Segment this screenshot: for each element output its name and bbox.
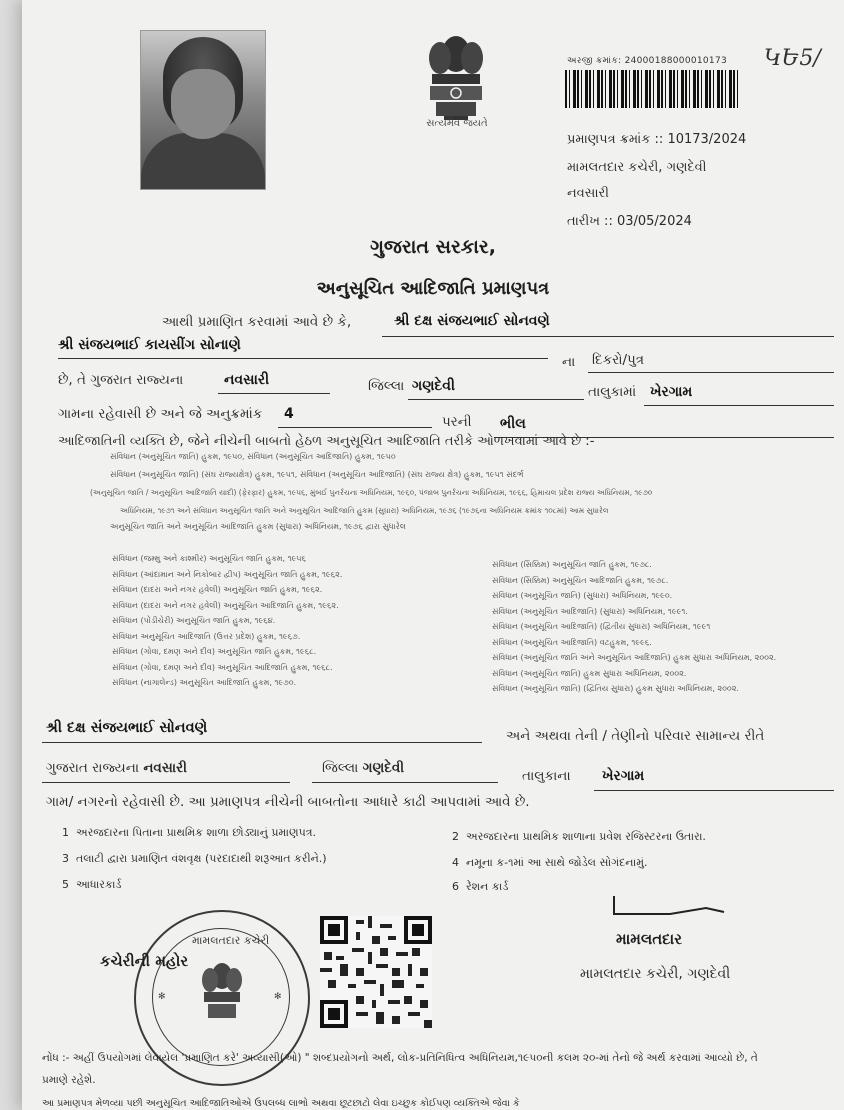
national-emblem-icon (414, 28, 498, 132)
taluka-value-lower: ખેરગામ (602, 768, 645, 784)
tribe-name: ભીલ (500, 416, 526, 432)
order-text: સંવિધાન (દાદરા અને નગર હવેલી) અનુસૂચિત આદિજાતિ હુકમ, ૧૯૬૨. (112, 600, 339, 610)
document-item: 6 રેશન કાર્ડ (452, 880, 509, 893)
applicant-name: શ્રી દક્ષ સંજયભાઈ સોનવણે (394, 313, 550, 329)
office-seal-label: કચેરીની મહોર (100, 952, 189, 970)
order-text: સંવિધાન (અનુસૂચિત જાતિ અને અનુસૂચિત આદિજાતિ) હુકમ સુધારા અધિનિયમ, ૨૦૦૨. (492, 653, 777, 662)
footer-note: પ્રમાણે રહેશે. (42, 1074, 96, 1086)
footer-note: આ પ્રમાણપત્ર મેળવ્યા પછી અનુસૂચિત આદિજાતિઓએ ઉપલબ્ધ લાભો અથવા છૂટછાટો લેવા ઇચ્છુક કોઈપણ વ્યક્તિએ જેવા કે (42, 1098, 520, 1109)
applicant-photo (140, 30, 266, 190)
order-text: સંવિધાન (ગોવા, દમણ અને દીવ) અનુસૂચિત આદિજાતિ હુકમ, ૧૯૬૮. (112, 662, 333, 672)
seal-text: મામલતદાર કચેરી (192, 934, 270, 947)
document-item: 2 અરજદારના પ્રાથમિક શાળાના પ્રવેશ રજિસ્ટરના ઉતારા. (452, 830, 706, 843)
certificate-title: અનુસૂચિત આદિજાતિ પ્રમાણપત્ર (316, 278, 550, 299)
district-label: જિલ્લા (368, 378, 405, 394)
order-text: સંવિધાન (દાદરા અને નગર હવેલી) અનુસૂચિત જાતિ હુકમ, ૧૯૬૨. (112, 585, 323, 594)
order-text: સંવિધાન (અનુસૂચિત જાતિ) હુકમ, ૧૯૫૦, સંવિધાન (અનુસૂચિત આદિજાતિ) હુકમ, ૧૯૫૦ (110, 452, 396, 461)
district-lower: જિલ્લા ગણદેવી (322, 760, 405, 776)
order-text: સંવિધાન (નાગાલેન્ડ) અનુસૂચિત આદિજાતિ હુકમ, ૧૯૭૦. (112, 678, 297, 687)
document-item: 5 આધારકાર્ડ (62, 878, 122, 891)
orders-left-column (112, 554, 442, 694)
seal-emblem-icon (194, 958, 250, 1032)
taluka-label-lower: તાલુકાના (522, 768, 571, 784)
handwritten-number: ԿԵ5/ (764, 46, 821, 71)
district-value: નવસારી (224, 372, 270, 388)
order-text: સંવિધાન (ગોવા, દમણ અને દીવ) અનુસૂચિત જાતિ હુકમ, ૧૯૬૮. (112, 647, 317, 656)
taluka-value: ખેરગામ (650, 384, 693, 400)
basis-statement: ગામ/ નગરનો રહેવાસી છે. આ પ્રમાણપત્ર નીચેની બાબતોના આધારે કાઢી આપવામાં આવે છે. (46, 794, 530, 810)
signatory-designation: મામલતદાર (616, 930, 682, 948)
signatory-office: મામલતદાર કચેરી, ગણદેવી (580, 966, 731, 982)
order-text: અધિનિયમ, ૧૯૭૧ અને સંવિધાન અનુસૂચિત જાતિ અને અનુસૂચિત આદિજાતિ હુકમ (સુધારા) અધિનિયમ, ૧૯૭૬ (૧૯૭૬ના અધિનિયમ ક્રમાંક ૧૦૮માં) આમ સુધારેલ (120, 506, 609, 515)
issuing-district: નવસારી (567, 186, 609, 201)
order-text: સંવિધાન (અનુસૂચિત આદિજાતિ) (સુધારા) અધિનિયમ, ૧૯૯૧. (492, 606, 688, 616)
order-text: સંવિધાન (અનુસૂચિત આદિજાતિ) (દ્વિતીય સુધારા) અધિનિયમ, ૧૯૯૧ (492, 622, 711, 631)
order-text: (અનુસૂચિત જાતિ / અનુસૂચિત આદિજાતિ યાદી) (ફેરફાર) હુકમ, ૧૯૫૬, મુંબઈ પુનર્રચના અધિનિયમ, ૧૯૬૦, પંજાબ પુનર્રચના અધિનિયમ, ૧૯૬૬, હિમાચલ પ્રદેશ રાજ્ય અધિનિયમ, ૧૯૭૦ (90, 488, 653, 497)
relation: દિકરો/પુત્ર (592, 352, 645, 368)
recognition-statement: આદિજાતિની વ્યક્તિ છે, જેને નીચેની બાબતો હેઠળ અનુસૂચિત આદિજાતિ તરીકે ઓળખવામાં આવે છે :- (58, 434, 595, 449)
issue-date: તારીખ :: 03/05/2024 (567, 214, 692, 229)
order-text: સંવિધાન (સિક્કિમ) અનુસૂચિત જાતિ હુકમ, ૧૯૭૮. (492, 560, 652, 569)
father-name: શ્રી સંજયભાઈ કાયસીંગ સોનાણે (58, 337, 241, 353)
serial-entry-number: 4 (284, 406, 294, 422)
application-serial: અરજી ક્રમાંક: 24000188000010173 (567, 56, 728, 66)
state-label: છે, તે ગુજરાત રાજ્યના (58, 372, 184, 388)
document-item: 1 અરજદારના પિતાના પ્રાથમિક શાળા છોડ્યાનું પ્રમાણપત્ર. (62, 826, 316, 839)
serial-entry-label: ગામના રહેવાસી છે અને જે અનુક્રમાંક (58, 406, 263, 422)
order-text: સંવિધાન (અનુસૂચિત જાતિ) (દ્વિતિય સુધારા) હુકમ સુધારા અધિનિયમ, ૨૦૦૨. (492, 684, 739, 693)
order-text: સંવિધાન (અનુસૂચિત આદિજાતિ) વટહુકમ, ૧૯૯૬. (492, 637, 652, 647)
certificate-number: પ્રમાણપત્ર ક્રમાંક :: 10173/2024 (567, 132, 747, 147)
taluka-district-value: ગણદેવી (412, 378, 455, 394)
order-text: સંવિધાન (અનુસૂચિત જાતિ) (સંઘ રાજ્યક્ષેત્ર) હુકમ, ૧૯૫૧, સંવિધાન (અનુસૂચિત આદિજાતિ) (સંઘ રાજ્ય ક્ષેત્ર) હુકમ, ૧૯૫૧ સંદર્ભ (110, 470, 524, 479)
applicant-name-lower: શ્રી દક્ષ સંજયભાઈ સોનવણે (46, 720, 208, 736)
government-title: ગુજરાત સરકાર, (370, 236, 496, 258)
certify-label: આથી પ્રમાણિત કરવામાં આવે છે કે, (162, 314, 352, 330)
order-text: સંવિધાન (અનુસૂચિત જાતિ) હુકમ સુધારા અધિનિયમ, ૨૦૦૨. (492, 668, 687, 678)
order-text: સંવિધાન (જમ્મુ અને કાશ્મીર) અનુસૂચિત જાતિ હુકમ, ૧૯૫૬ (112, 554, 306, 563)
order-text: સંવિધાન (અનુસૂચિત જાતિ) (સુધારા) અધિનિયમ, ૧૯૯૦. (492, 591, 673, 600)
on-label: પરની (442, 414, 472, 430)
footer-note: નોંધ :- અહીં ઉપયોગમાં લેવાયેલ 'પ્રમાણિત કરે' અવ્યાસી(ઓ) " શબ્દપ્રયોગનો અર્થ, લોક-પ્રતિનિધિત્વ અધિનિયમ,૧૯૫૦ની કલમ ૨૦-માં તેનો જે અર્થ કરવામાં આવ્યો છે, તે (42, 1052, 758, 1064)
certificate-sheet (22, 0, 844, 1110)
emblem-caption: સત્યમેવ જયતે (426, 118, 488, 129)
order-text: સંવિધાન અનુસૂચિત આદિજાતિ (ઉત્તર પ્રદેશ) હુકમ, ૧૯૬૭. (112, 631, 301, 641)
document-item: 4 નમૂના ક-૧માં આ સાથે જોડેલ સોગંદનામું. (452, 856, 648, 869)
state-label-lower: ગુજરાત રાજ્યના નવસારી (46, 760, 187, 776)
office-seal-stamp: મામલતદાર કચેરી ✻ ✻ (134, 910, 310, 1086)
order-text: સંવિધાન (પોંડીચેરી) અનુસૂચિત જાતિ હુકમ, ૧૯૬૪. (112, 616, 276, 625)
barcode (565, 70, 739, 108)
orders-right-column (492, 560, 822, 700)
taluka-label: તાલુકામાં (588, 384, 637, 400)
order-text: અનુસૂચિત જાતિ અને અનુસૂચિત આદિજાતિ હુકમ (સુધારા) અધિનિયમ, ૧૯૭૬ દ્વારા સુધારેલ (110, 522, 406, 531)
document-item: 3 તલાટી દ્વારા પ્રમાણિત વંશવૃક્ષ (પરદાદાથી શરૂઆત કરીને.) (62, 852, 327, 865)
qr-code-icon (320, 916, 432, 1028)
order-text: સંવિધાન (સિક્કિમ) અનુસૂચિત આદિજાતિ હુકમ, ૧૯૭૮. (492, 575, 669, 585)
issuing-office: મામલતદાર કચેરી, ગણદેવી (567, 160, 707, 175)
signature-icon (610, 892, 730, 922)
order-text: સંવિધાન (આંદામાન અને નિકોબાર દ્વીપ) અનુસૂચિત જાતિ હુકમ, ૧૯૬૨. (112, 569, 343, 579)
of-label: ના (562, 354, 576, 370)
family-statement: અને અથવા તેની / તેણીનો પરિવાર સામાન્ય રીતે (506, 728, 765, 744)
